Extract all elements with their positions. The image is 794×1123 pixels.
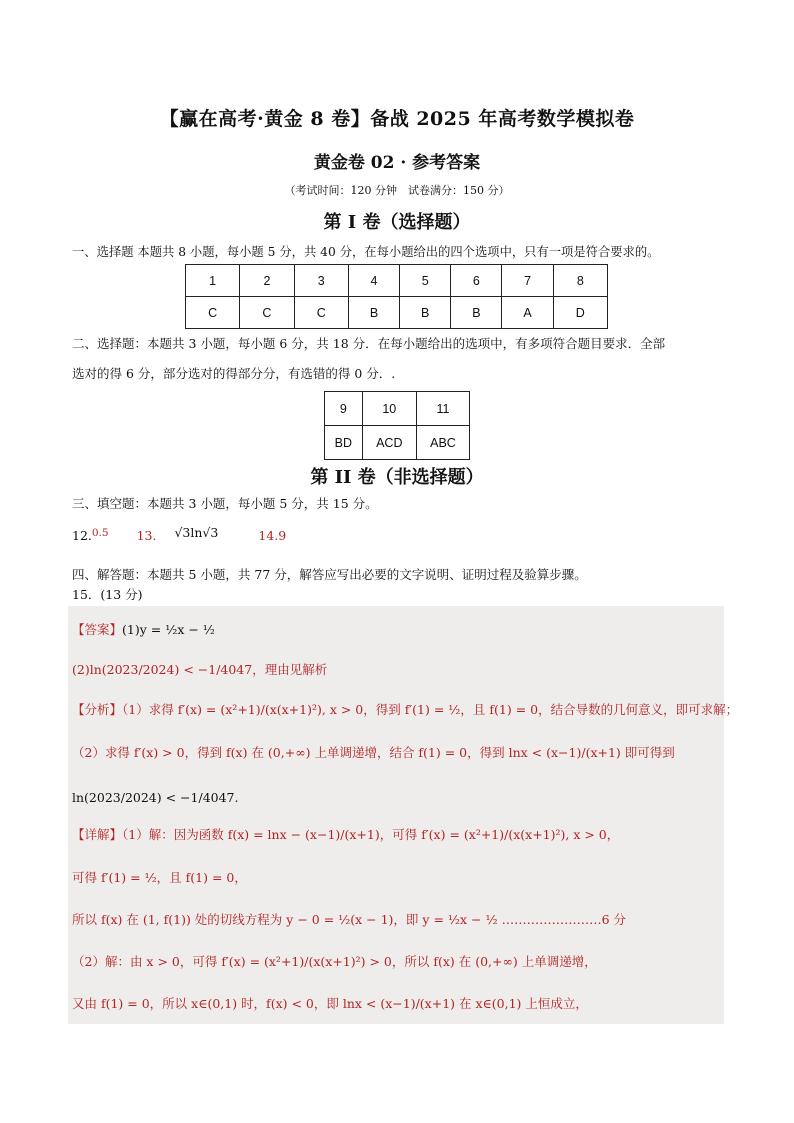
analysis-line-1 <box>72 702 738 718</box>
detail-line-4: （2）解：由 x > 0，可得 f′(x) = (x²+1)/(x(x+1)²) > 0，所以 f(x) 在 (0,+∞) 上单调递增， <box>72 954 597 969</box>
table-cell: ABC <box>416 426 469 460</box>
answer-tag: 【答案】 <box>72 622 123 637</box>
table-cell: 5 <box>400 265 451 297</box>
analysis-line-2: （2）求得 f′(x) > 0，得到 f(x) 在 (0,+∞) 上单调递增，结合 f(1) = 0，得到 lnx < (x−1)/(x+1) 即可得到 <box>72 745 675 760</box>
q14-label: 14. <box>258 528 279 543</box>
table-cell: A <box>502 297 553 329</box>
table-cell: 6 <box>451 265 502 297</box>
table-cell: C <box>240 297 294 329</box>
multi-choice-answer-row <box>325 426 470 460</box>
table-cell: 4 <box>348 265 399 297</box>
solve-instructions: 四、解答题：本题共 5 小题，共 77 分，解答应写出必要的文字说明、证明过程及验算步骤。 <box>72 567 587 582</box>
multi-choice-instructions-2: 选对的得 6 分，部分选对的得部分分，有选错的得 0 分．. <box>72 366 396 381</box>
table-cell: 11 <box>416 392 469 426</box>
multi-choice-answer-table <box>324 391 470 460</box>
fill-answers-row <box>72 525 286 544</box>
analysis-tag: 【分析】 <box>72 702 123 717</box>
single-choice-number-row <box>186 265 608 297</box>
answer-line-2: (2)ln(2023/2024) < −1/4047，理由见解析 <box>72 662 328 677</box>
table-cell: 7 <box>502 265 553 297</box>
detail-3-score: ……………………6 分 <box>501 912 627 927</box>
single-choice-instructions: 一、选择题 本题共 8 小题，每小题 5 分，共 40 分，在每小题给出的四个选项中，只有一项是符合要求的。 <box>72 245 660 259</box>
q15-label: 15．(13 分) <box>72 587 143 602</box>
answer-1-text: (1)y = ½x − ½ <box>122 622 215 637</box>
table-cell: 10 <box>362 392 416 426</box>
detail-line-1 <box>72 827 619 843</box>
table-cell: BD <box>325 426 363 460</box>
q13-label: 13. <box>136 528 157 543</box>
table-cell: C <box>294 297 348 329</box>
table-cell: B <box>451 297 502 329</box>
table-cell: 2 <box>240 265 294 297</box>
answer-line-1 <box>72 622 215 638</box>
analysis-1-text: （1）求得 f′(x) = (x²+1)/(x(x+1)²), x > 0，得到 f′(1) = ½，且 f(1) = 0，结合导数的几何意义，即可求解； <box>122 702 739 717</box>
table-cell: B <box>400 297 451 329</box>
detail-1-text: （1）解：因为函数 f(x) = lnx − (x−1)/(x+1)，可得 f′(x) = (x²+1)/(x(x+1)²), x > 0， <box>122 827 620 842</box>
detail-line-3 <box>72 912 626 928</box>
multi-choice-instructions-1: 二、选择题：本题共 3 小题，每小题 6 分，共 18 分．在每小题给出的选项中，有多项符合题目要求．全部 <box>72 336 666 351</box>
table-cell: D <box>553 297 607 329</box>
part1-heading: 第 I 卷（选择题） <box>323 212 471 233</box>
single-choice-answer-row <box>186 297 608 329</box>
table-cell: B <box>348 297 399 329</box>
multi-choice-number-row <box>325 392 470 426</box>
detail-tag: 【详解】 <box>72 827 123 842</box>
table-cell: ACD <box>362 426 416 460</box>
q14-answer: 9 <box>278 528 287 543</box>
part2-heading: 第 II 卷（非选择题） <box>310 467 484 488</box>
analysis-line-3: ln(2023/2024) < −1/4047. <box>72 790 239 805</box>
table-cell: 3 <box>294 265 348 297</box>
single-choice-answer-table <box>185 264 608 329</box>
table-cell: 9 <box>325 392 363 426</box>
document-title: 【赢在高考·黄金 8 卷】备战 2025 年高考数学模拟卷 <box>159 108 635 130</box>
table-cell: C <box>186 297 240 329</box>
detail-line-2: 可得 f′(1) = ½，且 f(1) = 0， <box>72 870 247 885</box>
q13-answer: √3ln√3 <box>174 525 219 540</box>
detail-line-5: 又由 f(1) = 0，所以 x∈(0,1) 时，f(x) < 0，即 lnx < (x−1)/(x+1) 在 x∈(0,1) 上恒成立， <box>72 996 588 1011</box>
exam-info: （考试时间：120 分钟 试卷满分：150 分） <box>284 184 510 197</box>
table-cell: 1 <box>186 265 240 297</box>
document-subtitle: 黄金卷 02 · 参考答案 <box>313 153 481 173</box>
table-cell: 8 <box>553 265 607 297</box>
fill-instructions: 三、填空题：本题共 3 小题，每小题 5 分，共 15 分。 <box>72 496 378 511</box>
q12-label: 12. <box>72 528 92 543</box>
detail-3-text: 所以 f(x) 在 (1, f(1)) 处的切线方程为 y − 0 = ½(x − 1)，即 y = ½x − ½ <box>72 912 498 927</box>
q12-answer: 0.5 <box>91 527 109 539</box>
